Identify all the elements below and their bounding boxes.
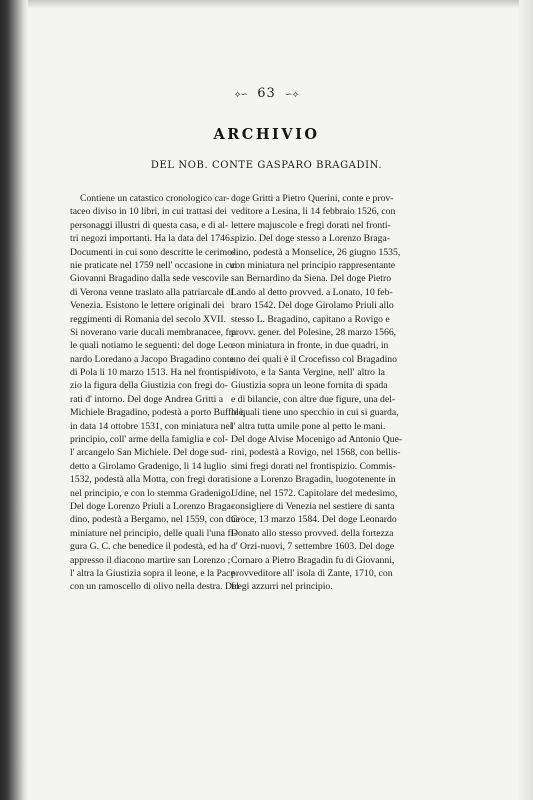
text-line: di Pola li 10 marzo 1513. Ha nel frontispi- — [70, 367, 235, 379]
text-line: gura G. C. che benedice il podestà, ed ha — [70, 541, 229, 553]
text-line: zio la figura della Giustizia con fregi do- — [70, 380, 228, 392]
text-line: provv. gener. del Polesine, 28 marzo 1566, — [231, 326, 397, 338]
text-line: lettere majuscole e fregi dorati nel fronti- — [231, 219, 391, 231]
text-line: le quali notiamo le seguenti: del doge Leo- — [70, 340, 236, 352]
section-subtitle: DEL NOB. CONTE GASPARO BRAGADIN. — [150, 160, 383, 171]
text-column-right — [231, 192, 403, 594]
text-line: l' altra la Giustizia sopra il leone, e la Pace — [70, 567, 235, 579]
ornament-left: ⟡∽ — [234, 90, 249, 100]
text-line: consigliere di Venezia nel sestiere di santa — [231, 500, 395, 512]
text-line: Venezia. Esistono le lettere originali dei — [70, 300, 225, 312]
text-line: con miniatura in fronte, in due quadri, in — [231, 340, 389, 352]
text-line: Donato allo stesso provved. della fortezza — [231, 527, 394, 539]
text-line: Documenti in cui sono descritte le cerimo- — [70, 246, 236, 258]
text-line: tri negozi importanti. Ha la data del 1746. — [70, 233, 233, 245]
text-line: dino, podestà a Monselice, 26 giugno 1535, — [231, 246, 401, 258]
text-line: Contiene un catastico cronologico car- — [80, 193, 230, 204]
text-line: Lando al detto provved. a Lonato, 10 feb- — [231, 286, 393, 298]
text-line: d' Orzi-nuovi, 7 settembre 1603. Del doge — [231, 541, 395, 553]
text-line: 1532, podestà alla Motta, con fregi dorati — [70, 474, 231, 486]
text-line: in data 14 ottobre 1531, con miniatura nel — [70, 420, 233, 432]
text-column-left — [70, 192, 246, 594]
text-line: Cornaro a Pietro Bragadin fu di Giovanni, — [231, 554, 395, 566]
text-line: nie praticate nel 1759 nell' occasione in cui — [70, 259, 238, 271]
text-line: detto a Girolamo Gradenigo, li 14 luglio — [70, 460, 227, 472]
text-line: provveditore all' isola di Zante, 1710, con — [231, 567, 393, 579]
text-line: le quali tiene uno specchio in cui si guarda, — [231, 407, 399, 419]
text-line: uno dei quali è il Crocefisso col Bragadino — [231, 353, 397, 365]
text-line: principio, coll' arme della famiglia e col- — [70, 434, 229, 446]
text-line: san Bernardino da Siena. Del doge Pietro — [231, 273, 392, 285]
text-line: Croce, 13 marzo 1584. Del doge Leonardo — [231, 514, 397, 526]
text-line: Si noverano varie ducali membranacee, fra — [70, 326, 237, 338]
text-line: rati d' intorno. Del doge Andrea Gritti a — [70, 393, 223, 405]
text-line: appresso il diacono martire san Lorenzo ; — [70, 554, 231, 566]
text-line: Del doge Alvise Mocenigo ad Antonio Que- — [231, 434, 403, 446]
section-title: ARCHIVIO — [213, 126, 320, 143]
text-line: personaggi illustri di questa casa, e di al- — [70, 219, 229, 231]
page-header — [0, 86, 533, 101]
text-line: con un ramoscello di olivo nella destra. Del — [70, 581, 239, 593]
text-line: simi fregi dorati nel frontispizio. Commis- — [231, 460, 396, 472]
text-line: con miniatura nel principio rappresentante — [231, 259, 396, 271]
text-line: rini, podestà a Rovigo, nel 1568, con bellis- — [231, 447, 401, 459]
page-top-shadow — [0, 0, 533, 8]
text-line: Del doge Lorenzo Priuli a Lorenzo Braga- — [70, 500, 235, 512]
text-line: Giustizia sopra un leone fornita di spada — [231, 380, 388, 392]
text-line: stesso L. Bragadino, capitano a Rovigo e — [231, 313, 390, 325]
text-line: divoto, e la Santa Vergine, nell' altro la — [231, 367, 385, 379]
ornament-right: ∽⟡ — [284, 90, 299, 100]
text-line: Giovanni Bragadino dalla sede vescovile — [70, 273, 229, 285]
text-line: e di bilancie, con altre due figure, una del- — [231, 393, 396, 405]
text-line: spizio. Del doge stesso a Lorenzo Braga- — [231, 233, 390, 245]
text-line: sione a Lorenzo Bragadin, luogotenente in — [231, 474, 396, 486]
text-line: taceo diviso in 10 libri, in cui trattasi dei — [70, 206, 227, 218]
text-line: nardo Loredano a Jacopo Bragadino conte — [70, 353, 234, 365]
book-binding-shadow — [0, 0, 28, 800]
text-line: l' altra tutta umile pone al petto le mani. — [231, 420, 386, 432]
text-line: miniature nel principio, delle quali l'una fi- — [70, 527, 237, 539]
text-line: Udine, nel 1572. Capitolare del medesimo, — [231, 487, 398, 499]
page-right-edge — [519, 0, 533, 800]
text-line: braro 1542. Del doge Girolamo Priuli allo — [231, 300, 394, 312]
text-line: dino, podestà a Bergamo, nel 1559, con due — [70, 514, 240, 526]
text-line: fregi azzurri nel principio. — [231, 581, 333, 593]
text-line: nel principio, e con lo stemma Gradenigo. — [70, 487, 234, 499]
page-number: 63 — [257, 86, 276, 101]
text-line: di Verona venne traslato alla patriarcale di — [70, 286, 234, 298]
text-line: veditore a Lesina, li 14 febbraio 1526, con — [231, 206, 396, 218]
text-line: Michiele Bragadino, podestà a porto Buffolè, — [70, 407, 246, 419]
text-line: reggimenti di Romania del secolo XVII. — [70, 313, 227, 325]
text-line: l' arcangelo San Michiele. Del doge sud- — [70, 447, 228, 459]
text-line: doge Gritti a Pietro Querini, conte e prov- — [231, 193, 394, 204]
